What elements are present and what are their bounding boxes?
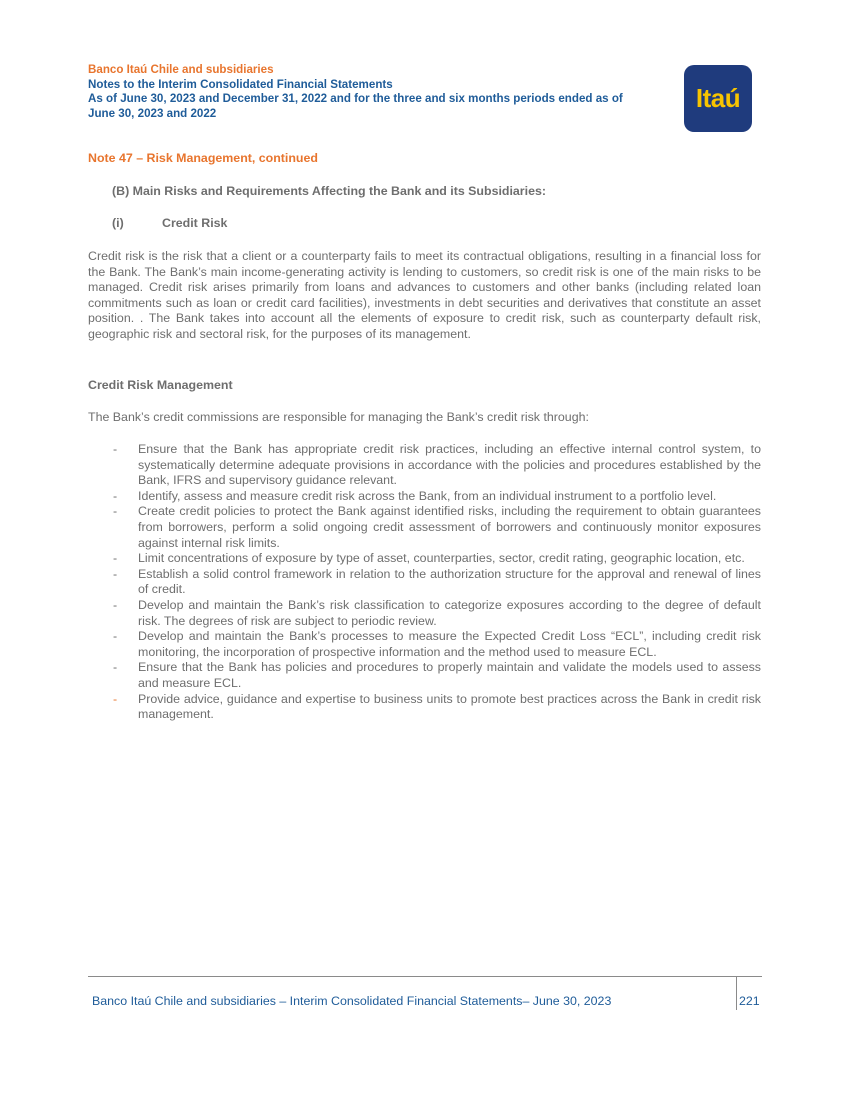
list-item [113,692,761,723]
responsibilities-list [113,442,761,723]
list-item [113,567,761,598]
section-b-heading: (B) Main Risks and Requirements Affecting the Bank and its Subsidiaries: [112,184,546,198]
header-period-line1: As of June 30, 2023 and December 31, 2022 and for the three and six months periods ended as of [88,92,623,105]
list-item [113,504,761,551]
itau-logo [684,65,752,132]
header-title: Notes to the Interim Consolidated Financial Statements [88,77,393,91]
logo-text: Itaú [695,83,741,113]
list-item-text: Provide advice, guidance and expertise to business units to promote best practices across the Bank in credit risk management. [138,691,761,722]
list-item-text: Limit concentrations of exposure by type of asset, counterparties, sector, credit rating, geographic location, etc. [138,551,745,566]
header-period-line2: June 30, 2023 and 2022 [88,106,217,120]
list-item [113,442,761,489]
list-item-text: Develop and maintain the Bank’s processes to measure the Expected Credit Loss “ECL”, including credit risk monitoring, the incorporation of prospective information and the method used to measure ECL. [138,629,761,659]
header-company: Banco Itaú Chile and subsidiaries [88,63,274,76]
bullet-dash: - [113,566,118,581]
footer-page-divider [736,976,737,1010]
footer-divider [88,976,762,977]
list-item [113,489,761,505]
section-i-title: Credit Risk [162,216,228,230]
list-item [113,660,761,691]
bullet-dash: - [113,504,118,519]
bullet-dash: - [113,551,118,566]
page-number: 221 [739,994,760,1008]
list-item [113,551,761,567]
list-item-text: Ensure that the Bank has appropriate credit risk practices, including an effective internal control system, to systematically determine adequate provisions in accordance with the policies and procedures established by the Bank, IFRS and supervisory guidance relevant. [138,442,761,488]
credit-risk-management-heading: Credit Risk Management [88,378,233,392]
list-item-text: Develop and maintain the Bank’s risk classification to categorize exposures according to the degree of default risk. The degrees of risk are subject to periodic review. [138,597,761,628]
list-item-text: Ensure that the Bank has policies and procedures to properly maintain and validate the models used to assess and measure ECL. [138,660,761,690]
bullet-dash: - [113,660,118,675]
credit-commissions-paragraph: The Bank’s credit commissions are responsible for managing the Bank’s credit risk through: [88,410,589,424]
footer-text: Banco Itaú Chile and subsidiaries – Interim Consolidated Financial Statements– June 30, 2023 [92,994,612,1008]
list-item [113,598,761,629]
section-i-heading [112,216,227,230]
document-header [88,63,678,121]
note-title: Note 47 – Risk Management, continued [88,151,318,165]
list-item-text: Identify, assess and measure credit risk across the Bank, from an individual instrument to a portfolio level. [138,488,717,503]
bullet-dash: - [113,597,118,612]
credit-risk-paragraph: Credit risk is the risk that a client or a counterparty fails to meet its contractual obligations, resulting in a financial loss for the Bank. The Bank’s main income-generating activity is lending to customers, so credit risk is one of the main risks to be managed. Credit risk arises primarily from loans and advances to customers and other banks (including related loan commitments such as loan or credit card facilities), investments in debt securities and derivatives that constitute an asset position. . The Bank takes into account all the elements of exposure to credit risk, such as counterparty default risk, geographic risk and sectoral risk, for the purposes of its management. [88,249,761,341]
list-item [113,629,761,660]
list-item-text: Establish a solid control framework in relation to the authorization structure for the approval and renewal of lines of credit. [138,566,761,597]
list-item-text: Create credit policies to protect the Bank against identified risks, including the requirement to obtain guarantees from borrowers, perform a solid ongoing credit assessment of borrowers and continuously monitor exposures against internal risk limits. [138,504,761,550]
section-i-number: (i) [112,216,124,230]
bullet-dash: - [113,488,118,503]
bullet-dash: - [113,691,118,706]
bullet-dash: - [113,629,118,644]
bullet-dash: - [113,442,118,456]
